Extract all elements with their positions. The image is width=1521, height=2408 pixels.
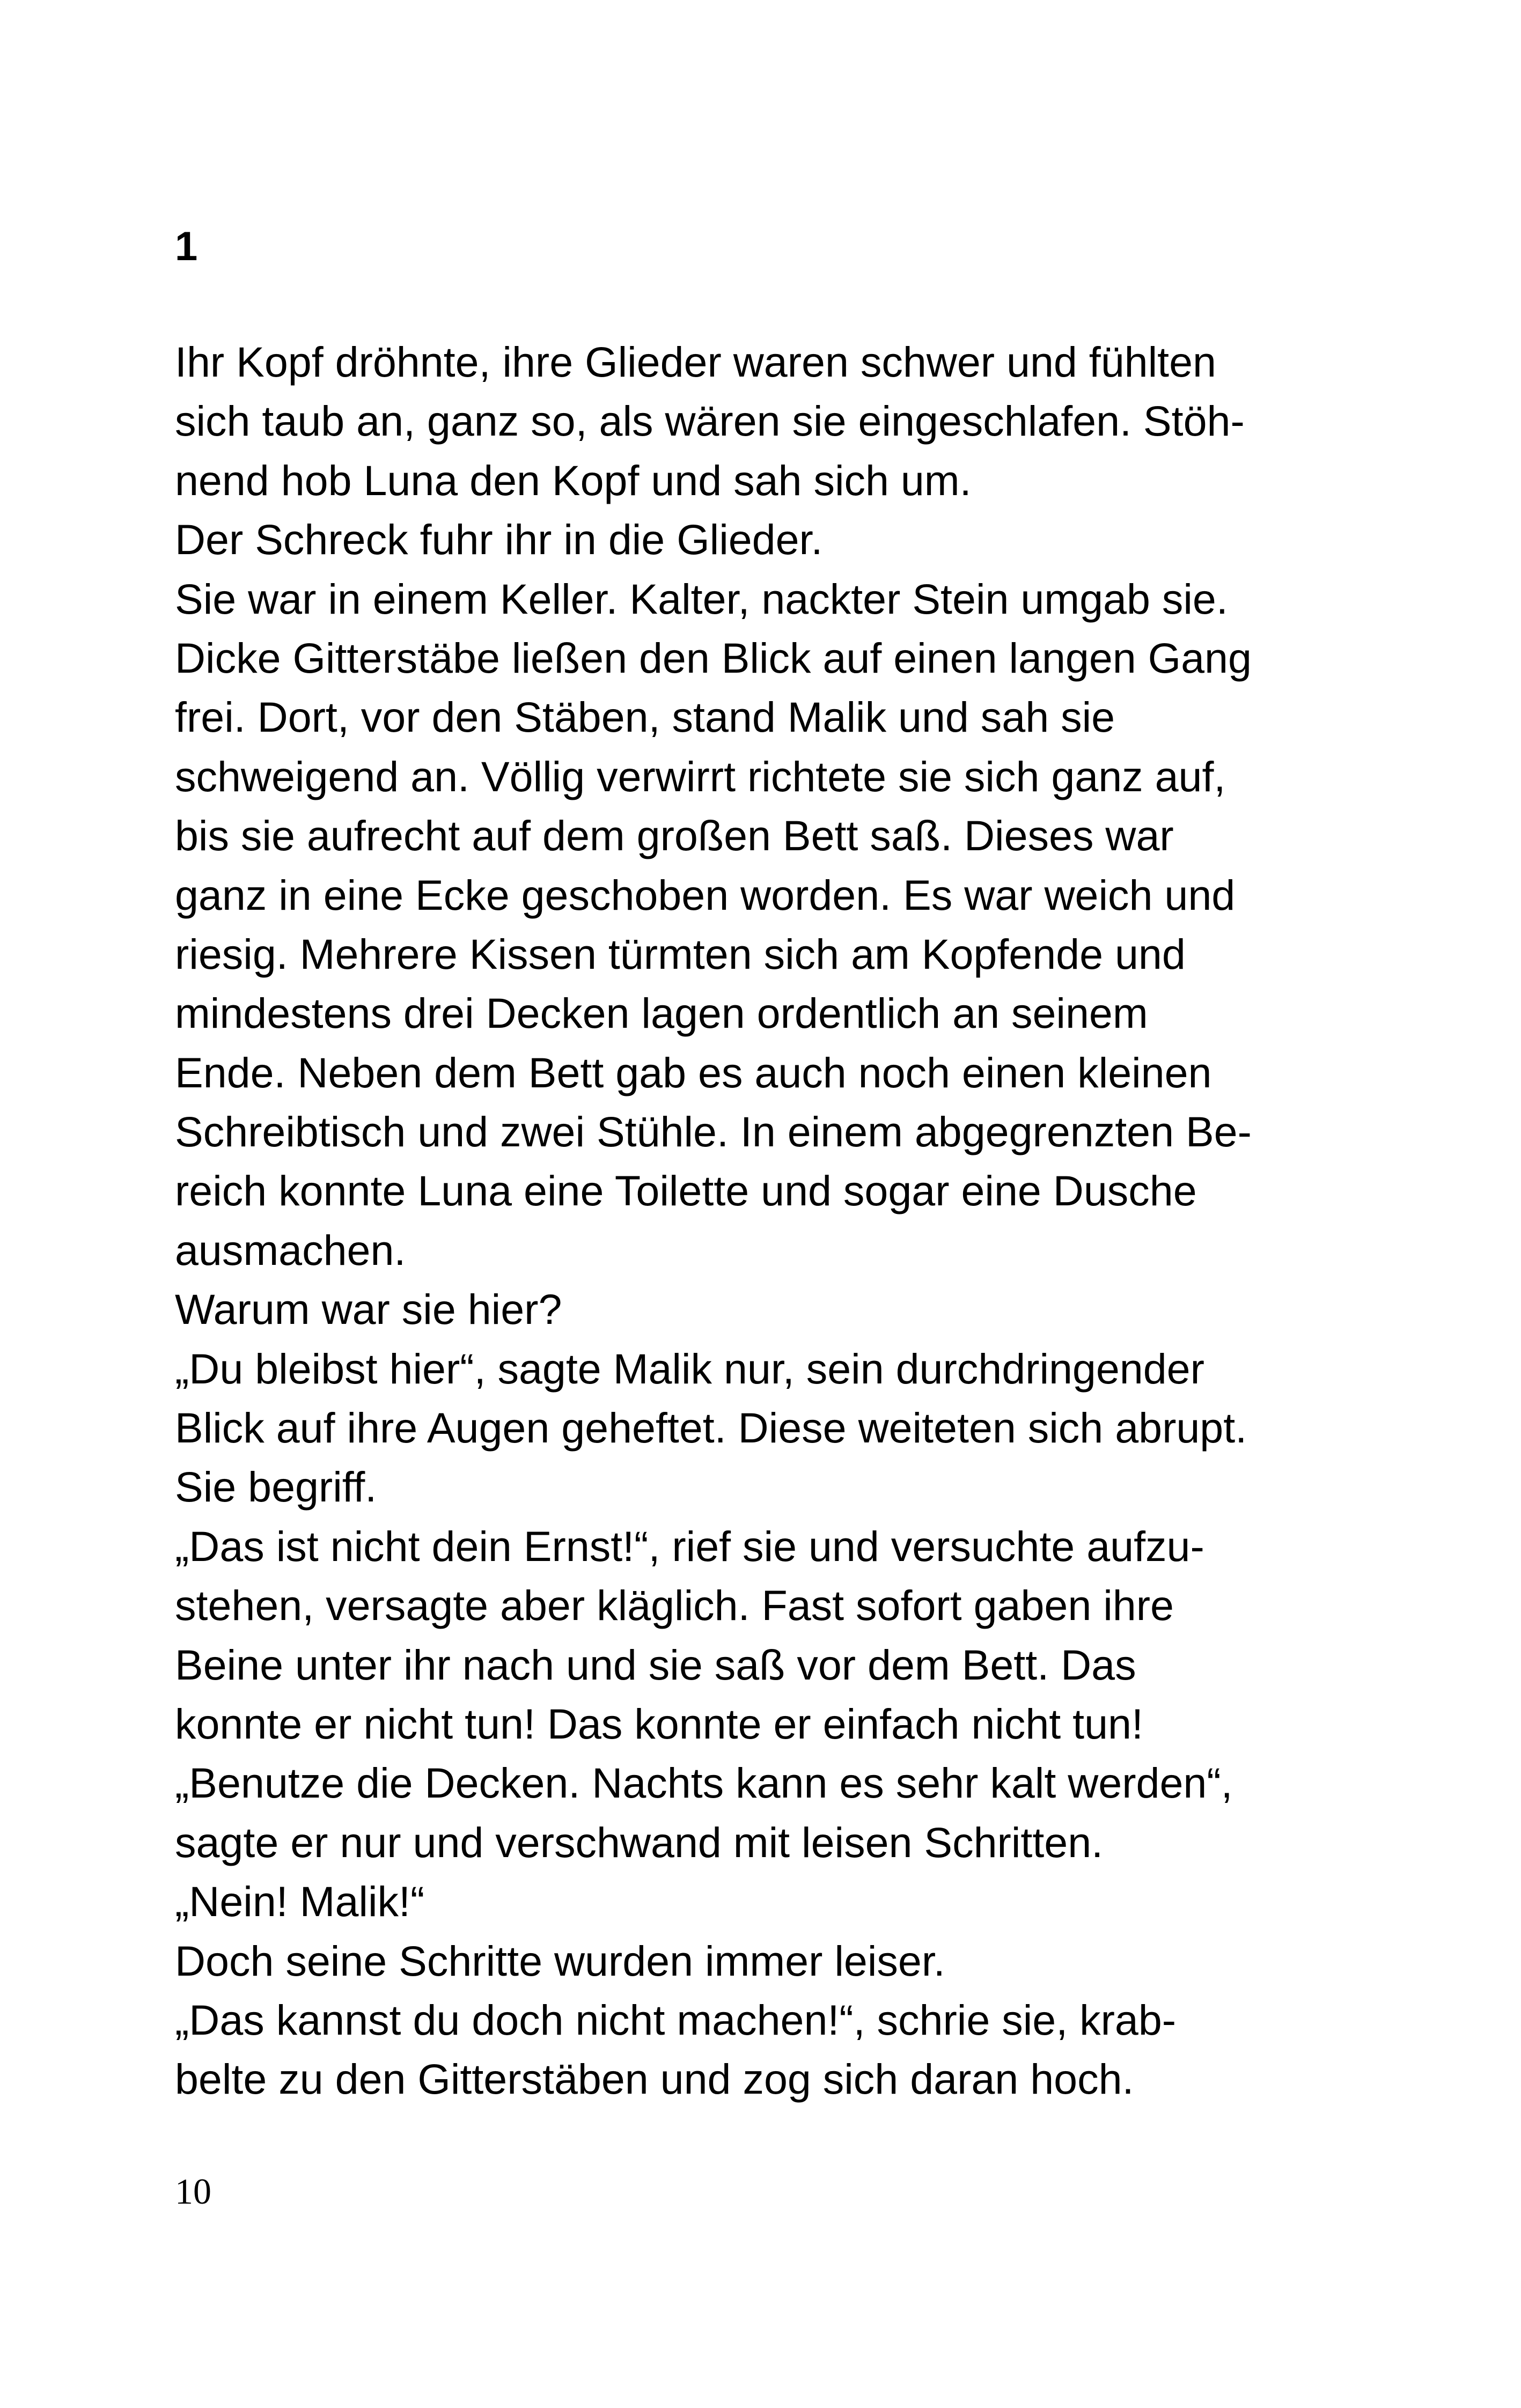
text-line: Sie war in einem Keller. Kalter, nackter Stein umgab sie. [175,575,1228,623]
text-line: Warum war sie hier? [175,1285,562,1334]
text-line: „Das kannst du doch nicht machen!“, schrie sie, krab- [175,1995,1177,2044]
text-line: Doch seine Schritte wurden immer leiser. [175,1936,945,1985]
text-line: sich taub an, ganz so, als wären sie eingeschlafen. Stöh- [175,397,1245,445]
chapter-number: 1 [175,224,198,269]
text-line: stehen, versagte aber kläglich. Fast sofort gaben ihre [175,1581,1174,1630]
text-line: „Das ist nicht dein Ernst!“, rief sie und versuchte aufzu- [175,1522,1204,1570]
text-line: bis sie aufrecht auf dem großen Bett saß. Dieses war [175,812,1174,860]
text-line: belte zu den Gitterstäben und zog sich daran hoch. [175,2055,1134,2103]
text-line: frei. Dort, vor den Stäben, stand Malik und sah sie [175,693,1115,741]
text-line: Der Schreck fuhr ihr in die Glieder. [175,516,823,564]
text-line: Sie begriff. [175,1463,377,1511]
text-line: Blick auf ihre Augen geheftet. Diese weiteten sich abrupt. [175,1404,1247,1452]
text-line: Dicke Gitterstäbe ließen den Blick auf einen langen Gang [175,634,1252,682]
text-line: sagte er nur und verschwand mit leisen Schritten. [175,1818,1104,1866]
text-line: Ihr Kopf dröhnte, ihre Glieder waren schwer und fühlten [175,338,1216,386]
text-line: „Nein! Malik!“ [175,1877,425,1926]
text-line: mindestens drei Decken lagen ordentlich an seinem [175,989,1148,1037]
text-line: riesig. Mehrere Kissen türmten sich am Kopfende und [175,930,1186,978]
text-line: „Du bleibst hier“, sagte Malik nur, sein durchdringender [175,1344,1204,1393]
text-line: ganz in eine Ecke geschoben worden. Es war weich und [175,871,1236,919]
text-line: konnte er nicht tun! Das konnte er einfach nicht tun! [175,1699,1143,1748]
text-line: Schreibtisch und zwei Stühle. In einem abgegrenzten Be- [175,1108,1252,1156]
text-line: Beine unter ihr nach und sie saß vor dem Bett. Das [175,1640,1136,1689]
text-line: schweigend an. Völlig verwirrt richtete sie sich ganz auf, [175,752,1226,800]
text-line: nend hob Luna den Kopf und sah sich um. [175,456,972,504]
page-number: 10 [175,2171,211,2212]
text-line: Ende. Neben dem Bett gab es auch noch einen kleinen [175,1048,1212,1096]
text-line: „Benutze die Decken. Nachts kann es sehr kalt werden“, [175,1759,1233,1807]
text-line: ausmachen. [175,1226,406,1274]
text-line: reich konnte Luna eine Toilette und sogar eine Dusche [175,1167,1197,1215]
chapter-text [175,333,1377,2109]
